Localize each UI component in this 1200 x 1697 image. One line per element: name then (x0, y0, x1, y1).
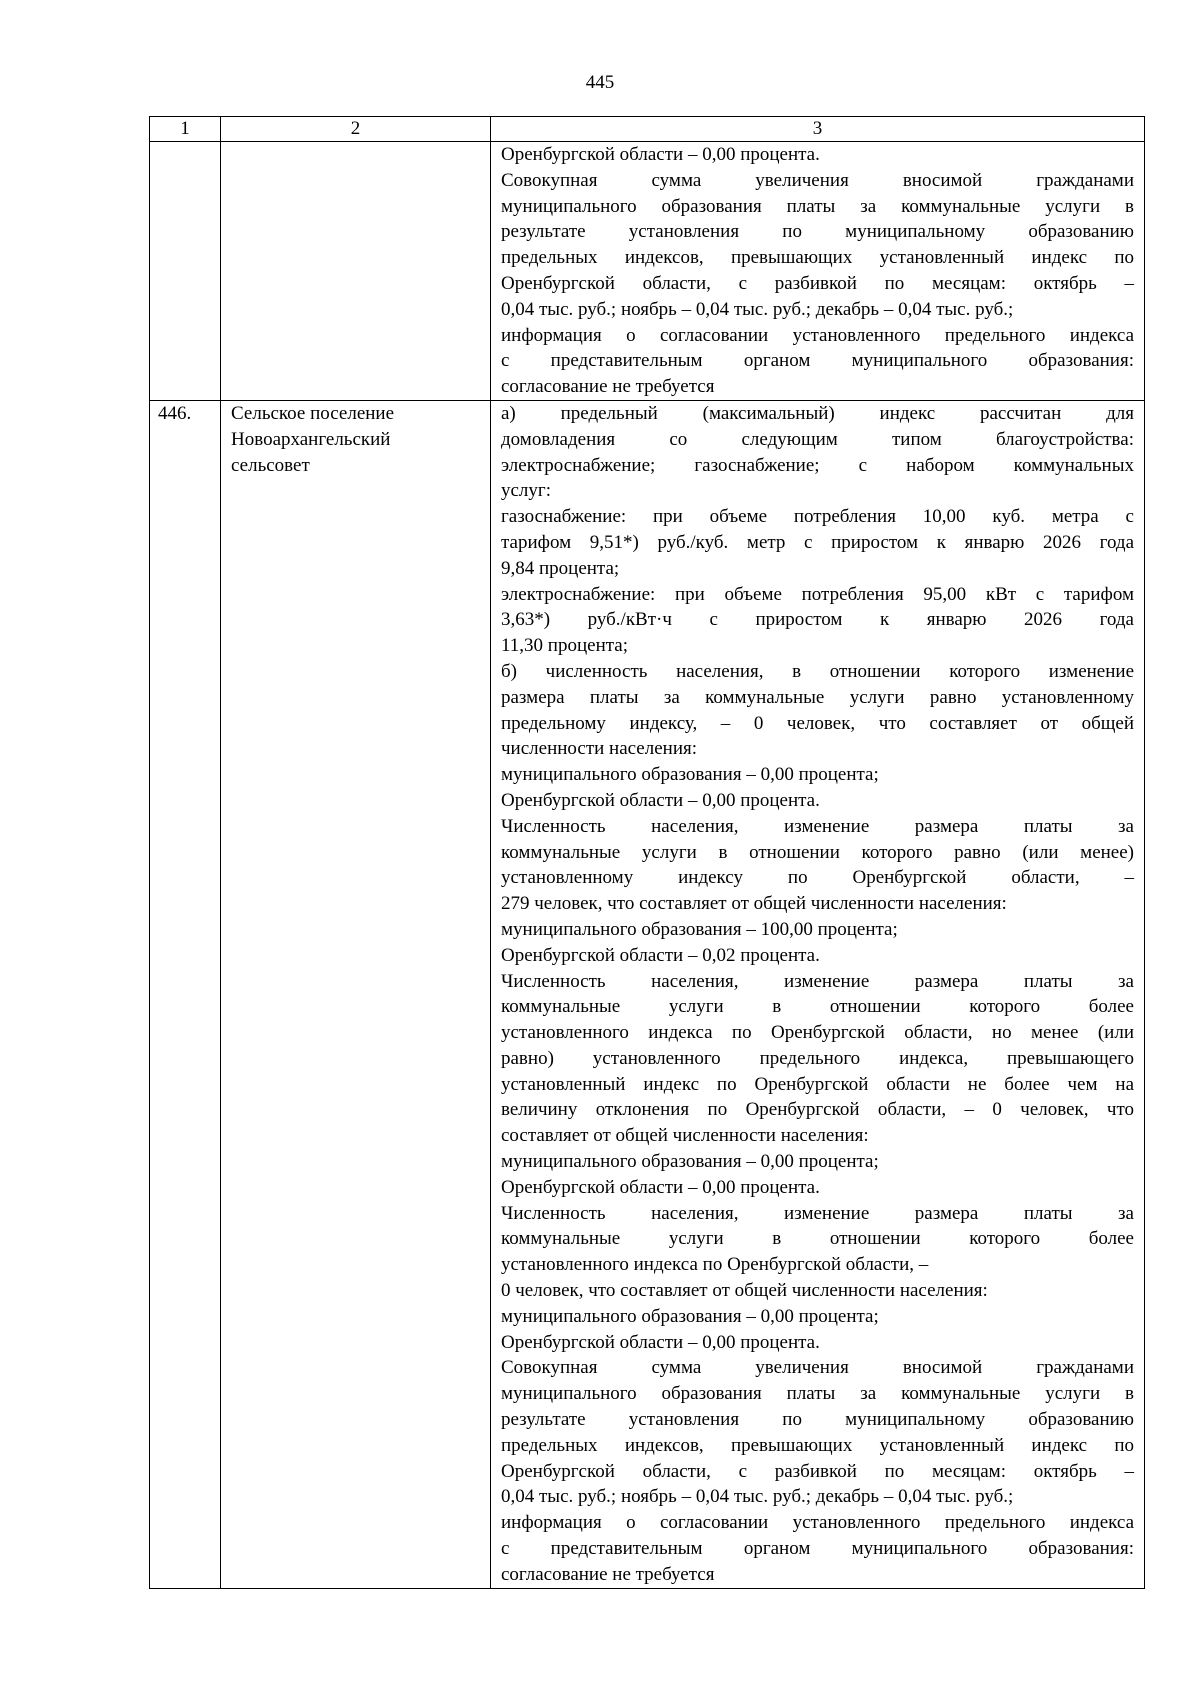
description-line: газоснабжение: при объеме потребления 10,00 куб. метра с (501, 506, 1134, 528)
description-line: муниципального образования платы за коммунальные услуги в (501, 195, 1134, 217)
table-row (150, 142, 1145, 401)
page-number: 445 (585, 72, 615, 93)
description-line: предельных индексов, превышающих установленный индекс по (501, 247, 1134, 269)
description-line: 0 человек, что составляет от общей численности населения: (501, 1280, 988, 1302)
description-line: Совокупная сумма увеличения вносимой гражданами (501, 1357, 1134, 1379)
description-line: с представительным органом муниципального образования: (501, 1538, 1134, 1560)
description-line: 0,04 тыс. руб.; ноябрь – 0,04 тыс. руб.; декабрь – 0,04 тыс. руб.; (501, 1486, 1014, 1508)
municipality-cell (221, 142, 491, 401)
description-line: 9,84 процента; (501, 557, 620, 579)
description-line: информация о согласовании установленного предельного индекса (501, 324, 1134, 346)
description-line: Оренбургской области – 0,00 процента. (501, 1176, 820, 1198)
column-header-2: 2 (221, 117, 491, 142)
municipality-name-line: сельсовет (231, 454, 310, 476)
municipality-cell (221, 400, 491, 1588)
description-line: Оренбургской области – 0,02 процента. (501, 944, 820, 966)
description-line: численности населения: (501, 738, 698, 760)
description-line: Оренбургской области, с разбивкой по месяцам: октябрь – (501, 1460, 1134, 1482)
description-line: установленного индекса по Оренбургской области, – (501, 1254, 929, 1276)
description-line: 0,04 тыс. руб.; ноябрь – 0,04 тыс. руб.; декабрь – 0,04 тыс. руб.; (501, 298, 1014, 320)
description-line: предельных индексов, превышающих установленный индекс по (501, 1434, 1134, 1456)
description-line: муниципального образования платы за коммунальные услуги в (501, 1383, 1134, 1405)
row-number-cell (150, 142, 221, 401)
description-line: равно) установленного предельного индекса, превышающего (501, 1047, 1134, 1069)
description-line: установленный индекс по Оренбургской области не более чем на (501, 1073, 1134, 1095)
description-cell (491, 142, 1145, 401)
description-line: домовладения со следующим типом благоустройства: (501, 428, 1134, 450)
description-line: величину отклонения по Оренбургской области, – 0 человек, что (501, 1099, 1134, 1121)
description-line: установленному индексу по Оренбургской области, – (501, 867, 1134, 889)
municipality-name-line: Сельское поселение (231, 402, 395, 424)
description-line: а) предельный (максимальный) индекс рассчитан для (501, 402, 1134, 424)
description-line: согласование не требуется (501, 376, 715, 398)
description-line: коммунальные услуги в отношении которого равно (или менее) (501, 841, 1134, 863)
description-line: Оренбургской области – 0,00 процента. (501, 789, 820, 811)
description-line: коммунальные услуги в отношении которого более (501, 996, 1134, 1018)
description-line: результате установления по муниципальному образованию (501, 1409, 1134, 1431)
description-line: 279 человек, что составляет от общей численности населения: (501, 893, 1007, 915)
description-line: результате установления по муниципальному образованию (501, 221, 1134, 243)
description-line: информация о согласовании установленного предельного индекса (501, 1512, 1134, 1534)
description-line: 3,63*) руб./кВт·ч с приростом к январю 2026 года (501, 609, 1134, 631)
description-line: муниципального образования – 0,00 процента; (501, 1305, 879, 1327)
description-line: согласование не требуется (501, 1563, 715, 1585)
tariff-table (149, 116, 1145, 1589)
description-line: муниципального образования – 0,00 процента; (501, 1151, 879, 1173)
description-line: с представительным органом муниципального образования: (501, 350, 1134, 372)
description-line: предельному индексу, – 0 человек, что составляет от общей (501, 712, 1134, 734)
description-line: муниципального образования – 0,00 процента; (501, 764, 879, 786)
description-line: 11,30 процента; (501, 635, 628, 657)
description-line: Совокупная сумма увеличения вносимой гражданами (501, 169, 1134, 191)
column-header-1: 1 (150, 117, 221, 142)
description-line: б) численность населения, в отношении которого изменение (501, 660, 1134, 682)
table-header-row (150, 117, 1145, 142)
description-line: Оренбургской области, с разбивкой по месяцам: октябрь – (501, 272, 1134, 294)
description-line: Оренбургской области – 0,00 процента. (501, 1331, 820, 1353)
municipality-name-line: Новоархангельский (231, 428, 391, 450)
description-line: Оренбургской области – 0,00 процента. (501, 144, 820, 165)
description-line: составляет от общей численности населения: (501, 1125, 869, 1147)
description-line: тарифом 9,51*) руб./куб. метр с приростом к январю 2026 года (501, 531, 1134, 553)
description-line: услуг: (501, 480, 551, 502)
description-line: электроснабжение: при объеме потребления 95,00 кВт с тарифом (501, 583, 1134, 605)
description-line: муниципального образования – 100,00 процента; (501, 918, 898, 940)
description-line: размера платы за коммунальные услуги равно установленному (501, 686, 1134, 708)
description-line: Численность населения, изменение размера платы за (501, 970, 1134, 992)
description-line: электроснабжение; газоснабжение; с набором коммунальных (501, 454, 1134, 476)
description-cell (491, 400, 1145, 1588)
column-header-3: 3 (491, 117, 1145, 142)
description-line: коммунальные услуги в отношении которого более (501, 1228, 1134, 1250)
description-line: Численность населения, изменение размера платы за (501, 815, 1134, 837)
row-number-cell: 446. (150, 400, 221, 1588)
description-line: Численность населения, изменение размера платы за (501, 1202, 1134, 1224)
table-row (150, 400, 1145, 1588)
description-line: установленного индекса по Оренбургской области, но менее (или (501, 1022, 1134, 1044)
